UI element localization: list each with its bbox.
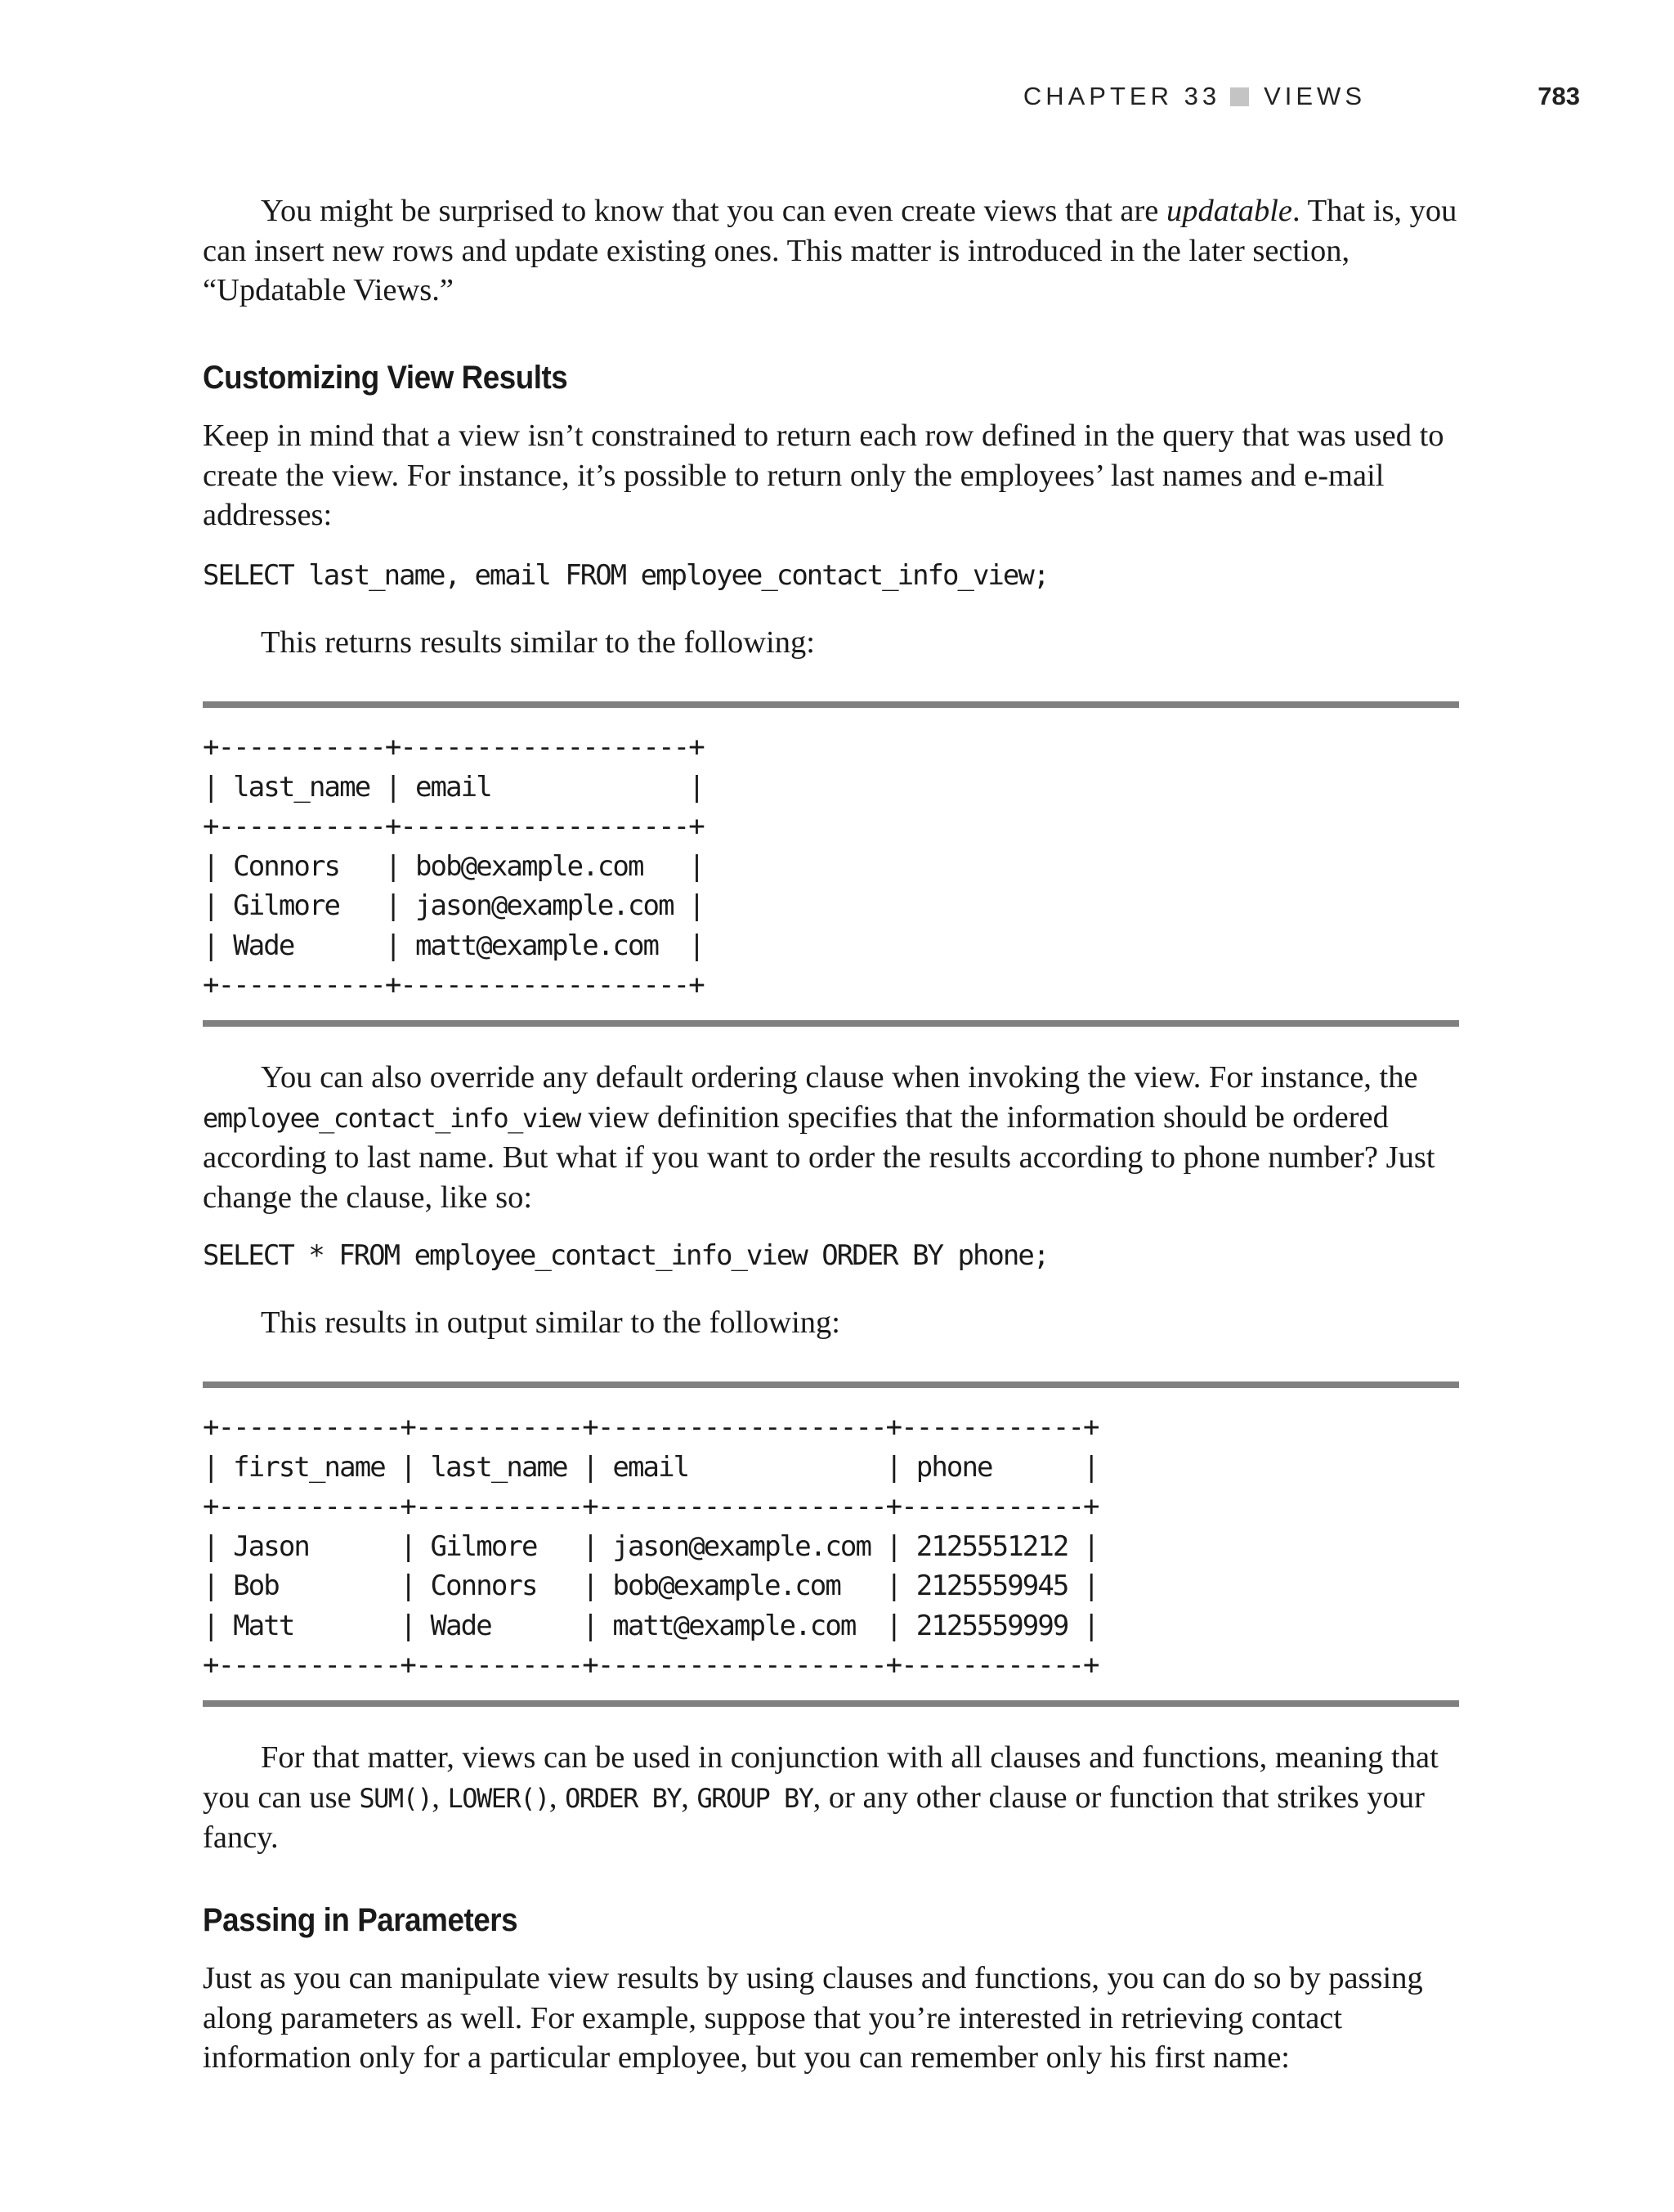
code-block-bottom-rule — [203, 1020, 1459, 1027]
paragraph-override-ordering — [203, 1058, 1459, 1217]
text-run: You can also override any default ordering clause when invoking the view. For instance, the — [261, 1060, 1418, 1095]
running-header — [203, 82, 1580, 118]
code-block-bottom-rule — [203, 1700, 1459, 1707]
paragraph-results-output: This results in output similar to the following: — [261, 1305, 840, 1340]
paragraph-updatable-views — [203, 191, 1459, 311]
paragraph-returns-results: This returns results similar to the following: — [261, 625, 815, 660]
code-select-order-by: SELECT * FROM employee_contact_info_view ORDER BY phone; — [203, 1239, 1049, 1272]
emphasis-text: updatable — [1166, 194, 1293, 228]
inline-code: GROUP BY — [696, 1782, 813, 1814]
square-separator-icon — [1230, 87, 1249, 106]
text-run: , or any other clause or function that strikes your fancy. — [203, 1780, 1425, 1855]
paragraph-passing-parameters: Just as you can manipulate view results by using clauses and functions, you can do so by passing along parameters as well. For example, suppose that you’re interested in retrieving contact information only for a particular employee, but you can remember only his first name: — [203, 1961, 1423, 2075]
page-number: 783 — [1537, 82, 1580, 110]
code-block-top-rule — [203, 701, 1459, 708]
inline-code: ORDER BY — [565, 1782, 682, 1814]
text-run: You might be surprised to know that you can even create views that are — [261, 194, 1167, 228]
inline-code: LOWER() — [447, 1782, 549, 1814]
section-label: VIEWS — [1264, 82, 1366, 110]
chapter-label: CHAPTER 33 — [1023, 82, 1221, 110]
text-run: , — [681, 1780, 697, 1815]
text-run: view definition specifies that the information should be ordered according to last name. But what if you want to order the results according to phone number? Just change the clause, like so: — [203, 1099, 1435, 1215]
paragraph-clauses-functions — [203, 1738, 1459, 1858]
text-run: . That is, you can insert new rows and update existing ones. This matter is introduced in the later section, “Updatable Views.” — [203, 194, 1457, 307]
inline-code: SUM() — [359, 1782, 432, 1814]
text-run: , — [432, 1780, 448, 1815]
paragraph-customizing: Keep in mind that a view isn’t constrained to return each row defined in the query that was used to create the view. For instance, it’s possible to return only the employees’ last names and e-mail addresses: — [203, 419, 1444, 532]
section-heading: Passing in Parameters — [203, 1902, 518, 1938]
chapter-title — [1023, 82, 1366, 111]
text-run: , — [548, 1780, 566, 1815]
inline-code: employee_contact_info_view — [203, 1102, 580, 1134]
code-block-top-rule — [203, 1381, 1459, 1388]
section-heading: Customizing View Results — [203, 360, 568, 396]
query-result-table-2: +------------+-----------+-------------------+------------+ | first_name | last_name | email | phone | +------------+-----------+-------------------+------------+ | Jason | Gilmore | jason@example.com | 2125551212 | | Bob | Connors | bob@example.com | 2125559945 | | Matt | Wade | matt@example.com | 2125559999 | +------------+-----------+-------------------+------------+ — [203, 1411, 1099, 1681]
text-run: For that matter, views can be used in conjunction with all clauses and functions, meaning that you can use — [203, 1740, 1439, 1815]
query-result-table-1: +-----------+-------------------+ | last_name | email | +-----------+-------------------+ | Connors | bob@example.com | | Gilmore | jason@example.com | | Wade | matt@example.com | +-----------+-------------------+ — [203, 731, 704, 1001]
code-select-last-name: SELECT last_name, email FROM employee_contact_info_view; — [203, 559, 1049, 592]
